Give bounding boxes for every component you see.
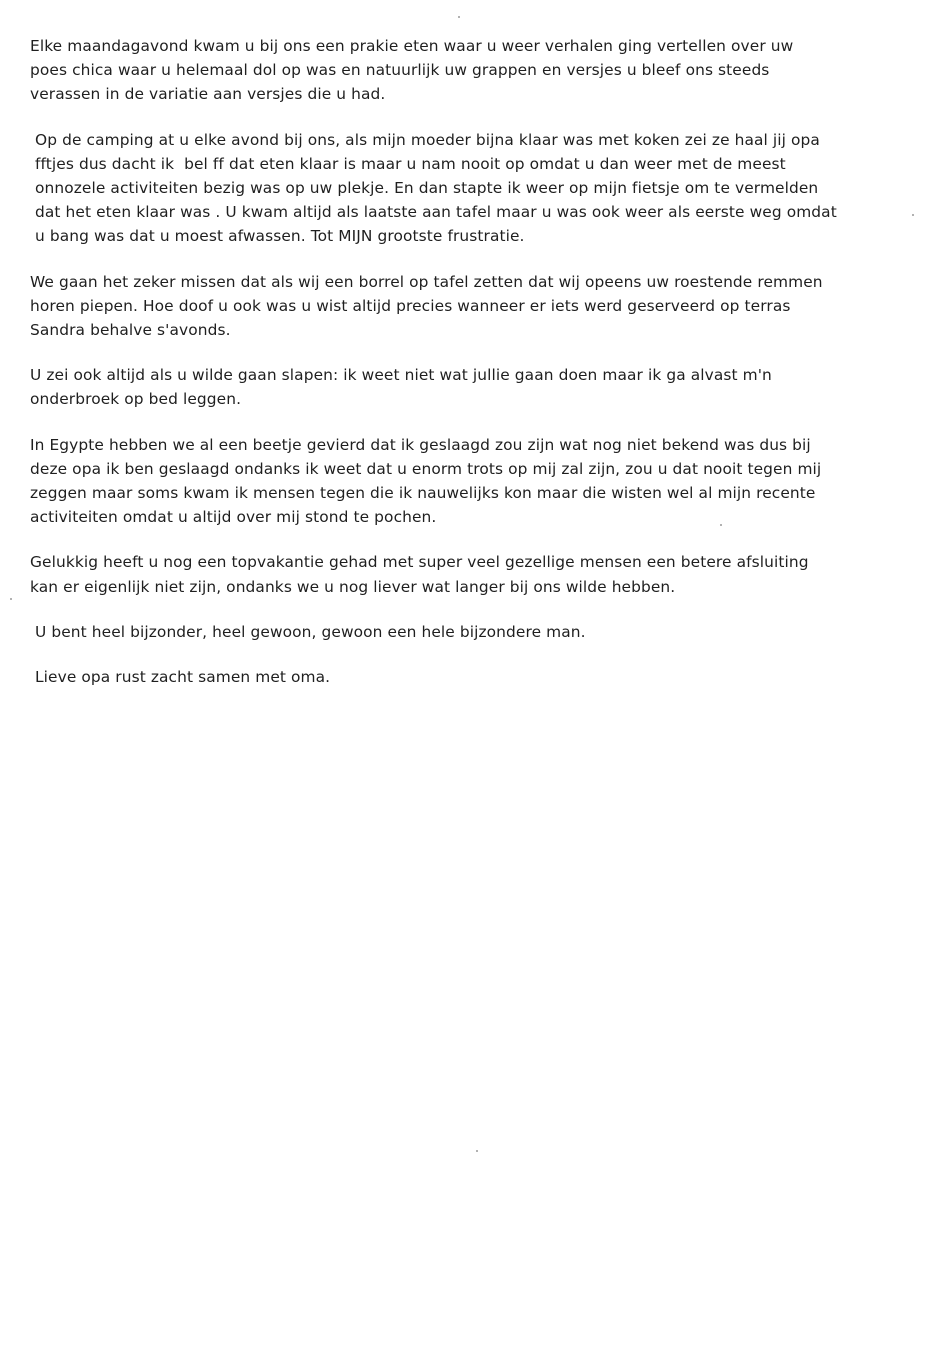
paragraph-farewell: Lieve opa rust zacht samen met oma. — [35, 668, 331, 687]
scan-speck — [458, 16, 460, 18]
scan-speck — [476, 1150, 478, 1152]
paragraph-camping: Op de camping at u elke avond bij ons, als mijn moeder bijna klaar was met koken zei ze haal jij opa fftjes dus dacht ik bel ff dat eten klaar is maar u nam nooit op omdat u dan weer met de meest onnozele activiteiten bezig was op uw plekje. En dan stapte ik weer op mijn fietsje om te vermelden dat het eten klaar was . U kwam altijd als laatste aan tafel maar u was ook weer als eerste weg omdat u bang was dat u moest afwassen. Tot MIJN grootste frustratie. — [35, 130, 837, 246]
paragraph-egypt: In Egypte hebben we al een beetje gevierd dat ik geslaagd zou zijn wat nog niet bekend was dus bij deze opa ik ben geslaagd ondanks ik weet dat u enorm trots op mij zal zijn, zou u dat nooit tegen mij zeggen maar soms kwam ik mensen tegen die ik nauwelijks kon maar die wisten wel al mijn recente activiteiten omdat u altijd over mij stond te pochen. — [30, 435, 822, 527]
paragraph-borrel: We gaan het zeker missen dat als wij een borrel op tafel zetten dat wij opeens uw roestende remmen horen piepen. Hoe doof u ook was u wist altijd precies wanneer er iets werd geserveerd op terras Sandra behalve s'avonds. — [30, 272, 823, 340]
letter-body — [30, 34, 870, 710]
paragraph-special-man: U bent heel bijzonder, heel gewoon, gewoon een hele bijzondere man. — [35, 622, 586, 641]
scan-speck — [912, 214, 914, 216]
scan-speck — [10, 598, 12, 600]
paragraph-monday-dinners: Elke maandagavond kwam u bij ons een prakie eten waar u weer verhalen ging vertellen over uw poes chica waar u helemaal dol op was en natuurlijk uw grappen en versjes u bleef ons steeds verassen in de variatie aan versjes die u had. — [30, 37, 794, 104]
paragraph-bedtime: U zei ook altijd als u wilde gaan slapen: ik weet niet wat jullie gaan doen maar ik ga alvast m'n onderbroek op bed leggen. — [30, 366, 772, 409]
paragraph-holiday: Gelukkig heeft u nog een topvakantie gehad met super veel gezellige mensen een betere afsluiting kan er eigenlijk niet zijn, ondanks we u nog liever wat langer bij ons wilde hebben. — [30, 553, 809, 596]
